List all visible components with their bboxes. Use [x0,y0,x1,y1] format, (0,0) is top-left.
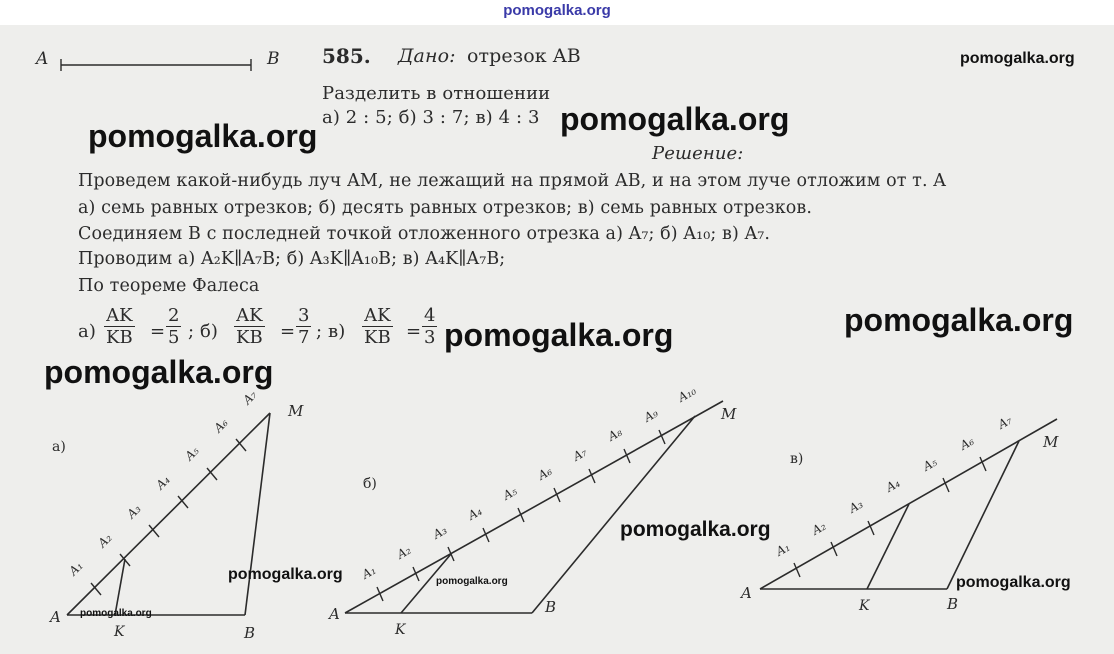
tick [831,542,837,556]
point-m: M [1043,433,1059,451]
figure-b-label: б) [363,476,377,492]
point-a3: A₃ [430,522,450,542]
tick [868,521,874,535]
watermark: pomogalka.org [228,566,343,583]
formula-label-b: ; б) [188,321,219,342]
point-a: A [50,608,61,626]
point-b: B [947,595,959,613]
tick [943,478,949,492]
point-a3: A₃ [124,501,144,522]
point-k: K [859,598,870,614]
ticks [377,430,665,601]
point-a1: A₁ [359,562,379,582]
segment-a7b [245,413,270,615]
fraction-result-c [422,305,437,348]
segment-label-a: A [36,49,49,69]
fraction-ak-kb-c [362,305,393,348]
point-b: B [545,598,557,616]
point-a5: A₅ [920,454,940,474]
watermark: pomogalka.org [44,354,274,390]
fraction-denominator: 7 [298,327,310,348]
segment-a4k [867,504,909,589]
task-text: Разделить в отношении [322,83,551,104]
ray-am [345,401,723,613]
fraction-denominator: 3 [424,327,436,348]
fraction-numerator: 4 [424,305,436,326]
point-a3: A₃ [846,496,866,516]
segment-ab-figure [30,45,300,85]
point-a2: A₂ [95,530,115,551]
point-a1: A₁ [773,539,793,559]
fraction-ak-kb-a [104,305,135,348]
point-a4: A₄ [153,472,173,493]
point-a5: A₅ [182,443,202,464]
solution-line-2: а) семь равных отрезков; б) десять равных отрезков; в) семь равных отрезков. [78,198,813,218]
fraction-ak-kb-b [234,305,265,348]
tick [980,457,986,471]
segment-a10b [532,416,695,613]
ticks [91,439,246,595]
point-a: A [741,584,752,602]
top-watermark: pomogalka.org [503,2,611,19]
figure-b [325,375,745,645]
segment-label-b: B [267,49,280,69]
fraction-denominator: KB [106,327,133,348]
formula-label-a: а) [78,321,96,342]
problem-number: 585. [322,44,371,68]
formula-label-c: ; в) [316,321,346,342]
watermark: pomogalka.org [444,317,674,353]
solution-line-1: Проведем какой-нибудь луч AM, не лежащий на прямой AB, и на этом луче отложим от т. A [78,171,947,191]
point-a6: A₆ [535,463,555,483]
point-a4: A₄ [883,475,903,495]
point-a7: A₇ [240,387,260,408]
figure-a [30,385,330,645]
point-b: B [244,624,256,642]
solution-line-4: Проводим а) A₂K∥A₇B; б) A₃K∥A₁₀B; в) A₄K∥A₇B; [78,249,506,269]
point-a9: A₉ [641,405,661,425]
point-m: M [721,405,737,423]
given-text: отрезок AB [467,45,581,67]
given-label: Дано: [398,45,456,67]
point-a5: A₅ [500,483,520,503]
solution-label: Решение: [652,143,744,164]
ticks [794,454,986,577]
point-a: A [329,605,340,623]
point-k: K [114,624,125,640]
watermark: pomogalka.org [620,518,771,541]
fraction-numerator: AK [106,305,133,326]
watermark: pomogalka.org [88,118,318,154]
fraction-numerator: 3 [298,305,310,326]
point-a7: A₇ [570,444,590,464]
watermark: pomogalka.org [956,574,1071,591]
fraction-numerator: AK [236,305,263,326]
solution-line-5: По теореме Фалеса [78,276,260,296]
point-a6: A₆ [957,433,977,453]
point-a2: A₂ [394,542,414,562]
point-a4: A₄ [465,503,485,523]
equals-sign: = [406,321,422,342]
fraction-result-b [296,305,311,348]
point-a1: A₁ [66,558,86,579]
point-a8: A₈ [605,424,625,444]
point-a6: A₆ [211,415,231,436]
watermark: pomogalka.org [960,50,1075,67]
watermark: pomogalka.org [80,608,152,619]
segment-a2k [115,559,125,615]
ratios-text: а) 2 : 5; б) 3 : 7; в) 4 : 3 [322,107,540,128]
watermark: pomogalka.org [436,576,508,587]
watermark: pomogalka.org [844,302,1074,338]
point-a7: A₇ [995,412,1015,432]
figure-c-label: в) [790,451,804,467]
point-k: K [395,622,406,638]
watermark: pomogalka.org [560,101,790,137]
fraction-numerator: 2 [168,305,180,326]
equals-sign: = [280,321,296,342]
equals-sign: = [150,321,166,342]
point-a10: A₁₀ [675,383,699,405]
fraction-result-a [166,305,181,348]
point-m: M [288,402,304,420]
fraction-denominator: KB [364,327,391,348]
tick [794,563,800,577]
point-a2: A₂ [809,518,829,538]
fraction-numerator: AK [364,305,391,326]
fraction-denominator: KB [236,327,263,348]
solution-line-3: Соединяем B с последней точкой отложенного отрезка а) A₇; б) A₁₀; в) A₇. [78,224,771,244]
figure-a-label: а) [52,439,66,455]
fraction-denominator: 5 [168,327,180,348]
